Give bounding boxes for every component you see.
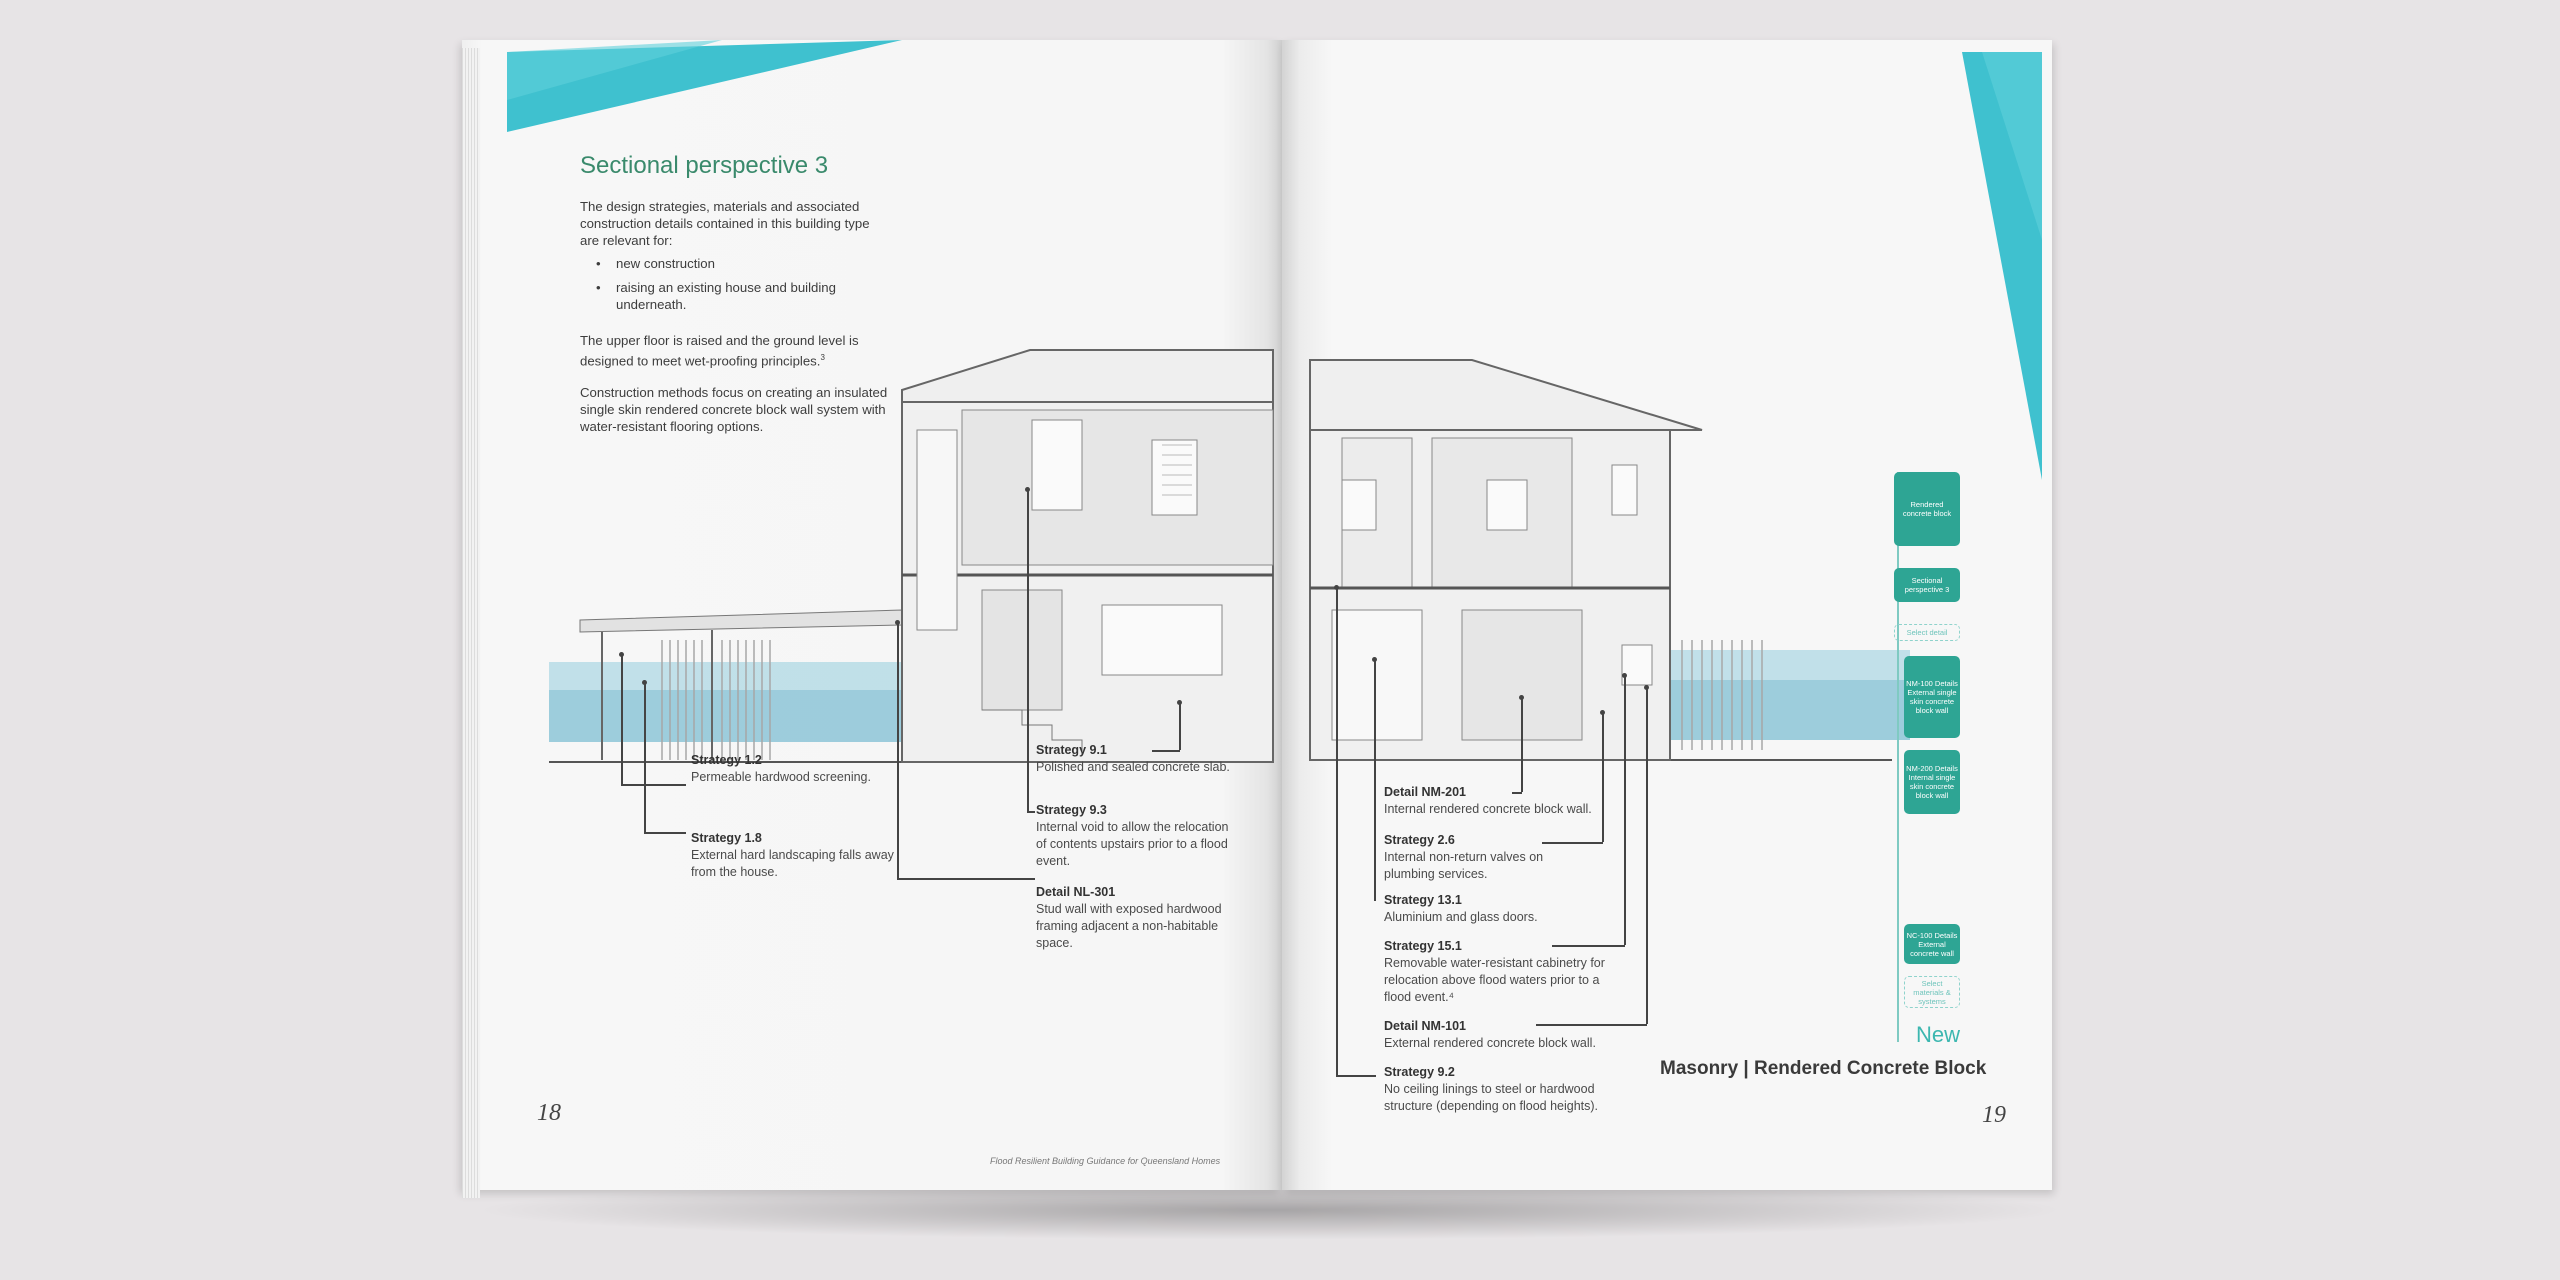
footer-note: Flood Resilient Building Guidance for Queensland Homes [990, 1156, 1221, 1166]
flow-nm-200[interactable]: NM-200 Details Internal single skin concrete block wall [1904, 750, 1960, 814]
flow-sectional-perspective[interactable]: Sectional perspective 3 [1894, 568, 1960, 602]
wet-proofing-paragraph: The upper floor is raised and the ground level is designed to meet wet-proofing principles.$^3$ [580, 333, 859, 369]
right-page [1282, 40, 2052, 1190]
callout-detail-nl-301: Detail NL-301 Stud wall with exposed hardwood framing adjacent a non-habitable space. [1036, 885, 1222, 950]
page-edges [462, 48, 480, 1198]
callout-strategy-9-2: Strategy 9.2 No ceiling linings to steel or hardwood structure (depending on flood heights). [1384, 1065, 1599, 1113]
flow-select-materials[interactable]: Select materials & systems [1904, 976, 1960, 1008]
callout-strategy-9-1: Strategy 9.1 Polished and sealed concrete slab. [1036, 743, 1230, 774]
callout-detail-nm-101: Detail NM-101 External rendered concrete block wall. [1384, 1019, 1596, 1050]
flow-select-detail[interactable]: Select detail [1894, 624, 1960, 641]
page-number-right: 19 [1982, 1102, 2006, 1128]
construction-paragraph: Construction methods focus on creating an insulated single skin rendered concrete block wall system with water-resistant flooring options. [580, 385, 888, 434]
page-heading: Sectional perspective 3 [580, 152, 829, 179]
new-label: New [1916, 1022, 1961, 1047]
category-label: Masonry | Rendered Concrete Block [1660, 1058, 1987, 1079]
callout-strategy-15-1: Strategy 15.1 Removable water-resistant cabinetry for relocation above flood waters prior to a flood event.⁴ [1384, 939, 1605, 1004]
flow-nm-100[interactable]: NM-100 Details External single skin concrete block wall [1904, 656, 1960, 738]
flow-rendered-concrete-block[interactable]: Rendered concrete block [1894, 472, 1960, 546]
intro-paragraph: The design strategies, materials and associated construction details contained in this building type are relevant for: [580, 199, 870, 248]
callout-strategy-1-2: Strategy 1.2 Permeable hardwood screening. [691, 753, 871, 784]
callout-strategy-1-8: Strategy 1.8 External hard landscaping falls away from the house. [691, 831, 894, 879]
callout-strategy-9-3: Strategy 9.3 Internal void to allow the relocation of contents upstairs prior to a flood event. [1036, 803, 1229, 868]
flow-nc-100[interactable]: NC-100 Details External concrete wall [1904, 924, 1960, 964]
list-item: • raising an existing house and building underneath. [580, 279, 870, 313]
left-page [462, 40, 1282, 1190]
callout-strategy-2-6: Strategy 2.6 Internal non-return valves on plumbing services. [1384, 833, 1544, 881]
callout-strategy-13-1: Strategy 13.1 Aluminium and glass doors. [1384, 893, 1538, 924]
page-number-left: 18 [537, 1100, 561, 1126]
callout-detail-nm-201: Detail NM-201 Internal rendered concrete block wall. [1384, 785, 1592, 816]
list-item: • new construction [580, 255, 870, 272]
